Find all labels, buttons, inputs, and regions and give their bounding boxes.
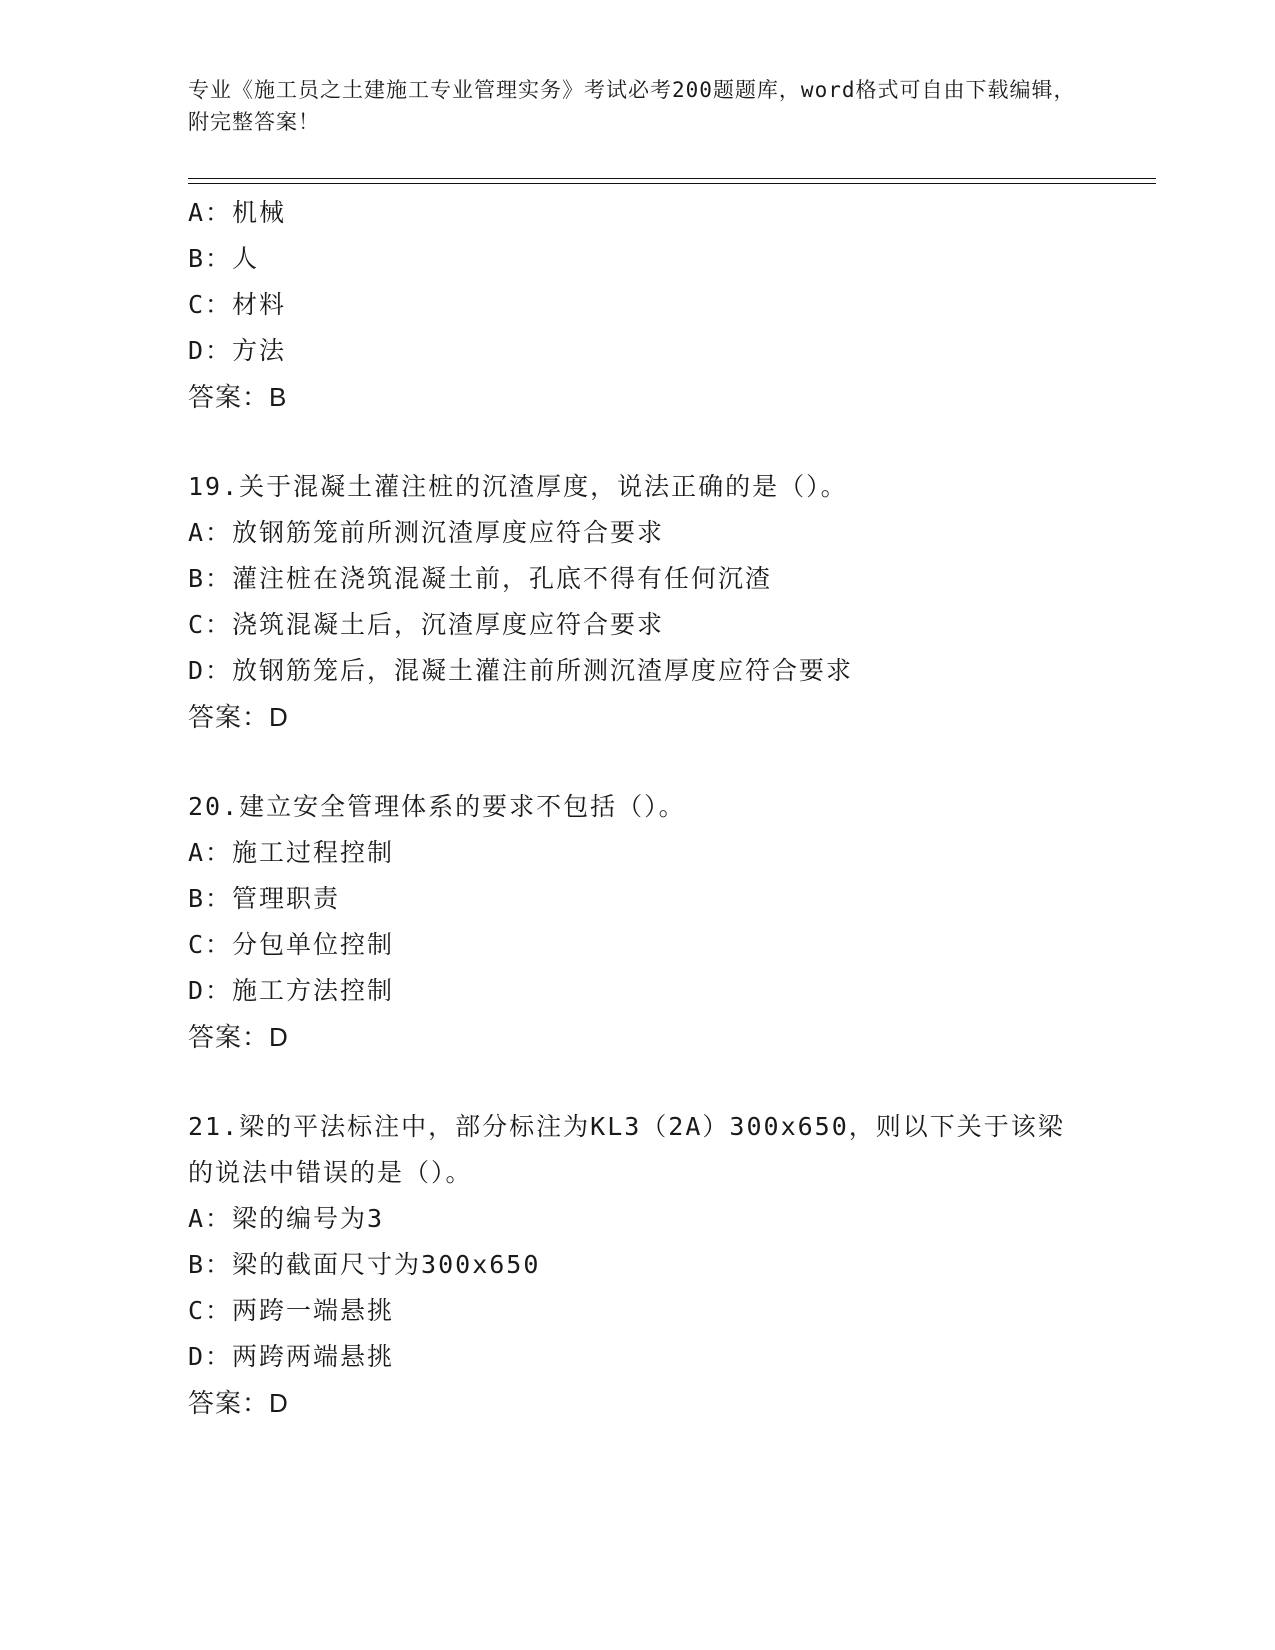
option-d: D：施工方法控制 xyxy=(188,976,395,1005)
option-a: A：机械 xyxy=(188,198,287,227)
question-block-19 xyxy=(188,464,1088,740)
option-a: A：施工过程控制 xyxy=(188,838,395,867)
option-d: D：两跨两端悬挑 xyxy=(188,1342,395,1371)
question-stem: 19.关于混凝土灌注桩的沉渣厚度，说法正确的是（）。 xyxy=(188,472,848,501)
question-stem: 20.建立安全管理体系的要求不包括（）。 xyxy=(188,792,686,821)
answer-line: 答案：D xyxy=(188,1388,289,1418)
question-block-20 xyxy=(188,784,1088,1060)
option-c: C：两跨一端悬挑 xyxy=(188,1296,395,1325)
question-list xyxy=(188,190,1088,1426)
document-header: 专业《施工员之土建施工专业管理实务》考试必考200题题库，word格式可自由下载编辑，附完整答案！ xyxy=(188,78,1076,134)
option-d: D：放钢筋笼后，混凝土灌注前所测沉渣厚度应符合要求 xyxy=(188,656,854,685)
question-block-prev xyxy=(188,190,1088,420)
option-b: B：管理职责 xyxy=(188,884,341,913)
option-b: B：灌注桩在浇筑混凝土前，孔底不得有任何沉渣 xyxy=(188,564,773,593)
option-b: B：人 xyxy=(188,244,260,273)
answer-line: 答案：D xyxy=(188,702,289,732)
option-b: B：梁的截面尺寸为300x650 xyxy=(188,1250,541,1279)
answer-line: 答案：D xyxy=(188,1022,289,1052)
option-c: C：浇筑混凝土后，沉渣厚度应符合要求 xyxy=(188,610,665,639)
option-c: C：分包单位控制 xyxy=(188,930,395,959)
option-a: A：放钢筋笼前所测沉渣厚度应符合要求 xyxy=(188,518,665,547)
question-stem: 21.梁的平法标注中，部分标注为KL3（2A）300x650，则以下关于该梁的说法中错误的是（）。 xyxy=(188,1112,1065,1187)
option-c: C：材料 xyxy=(188,290,287,319)
answer-line: 答案：B xyxy=(188,382,288,412)
option-d: D：方法 xyxy=(188,336,287,365)
question-block-21 xyxy=(188,1104,1088,1426)
option-a: A：梁的编号为3 xyxy=(188,1204,385,1233)
header-double-rule xyxy=(188,178,1156,184)
